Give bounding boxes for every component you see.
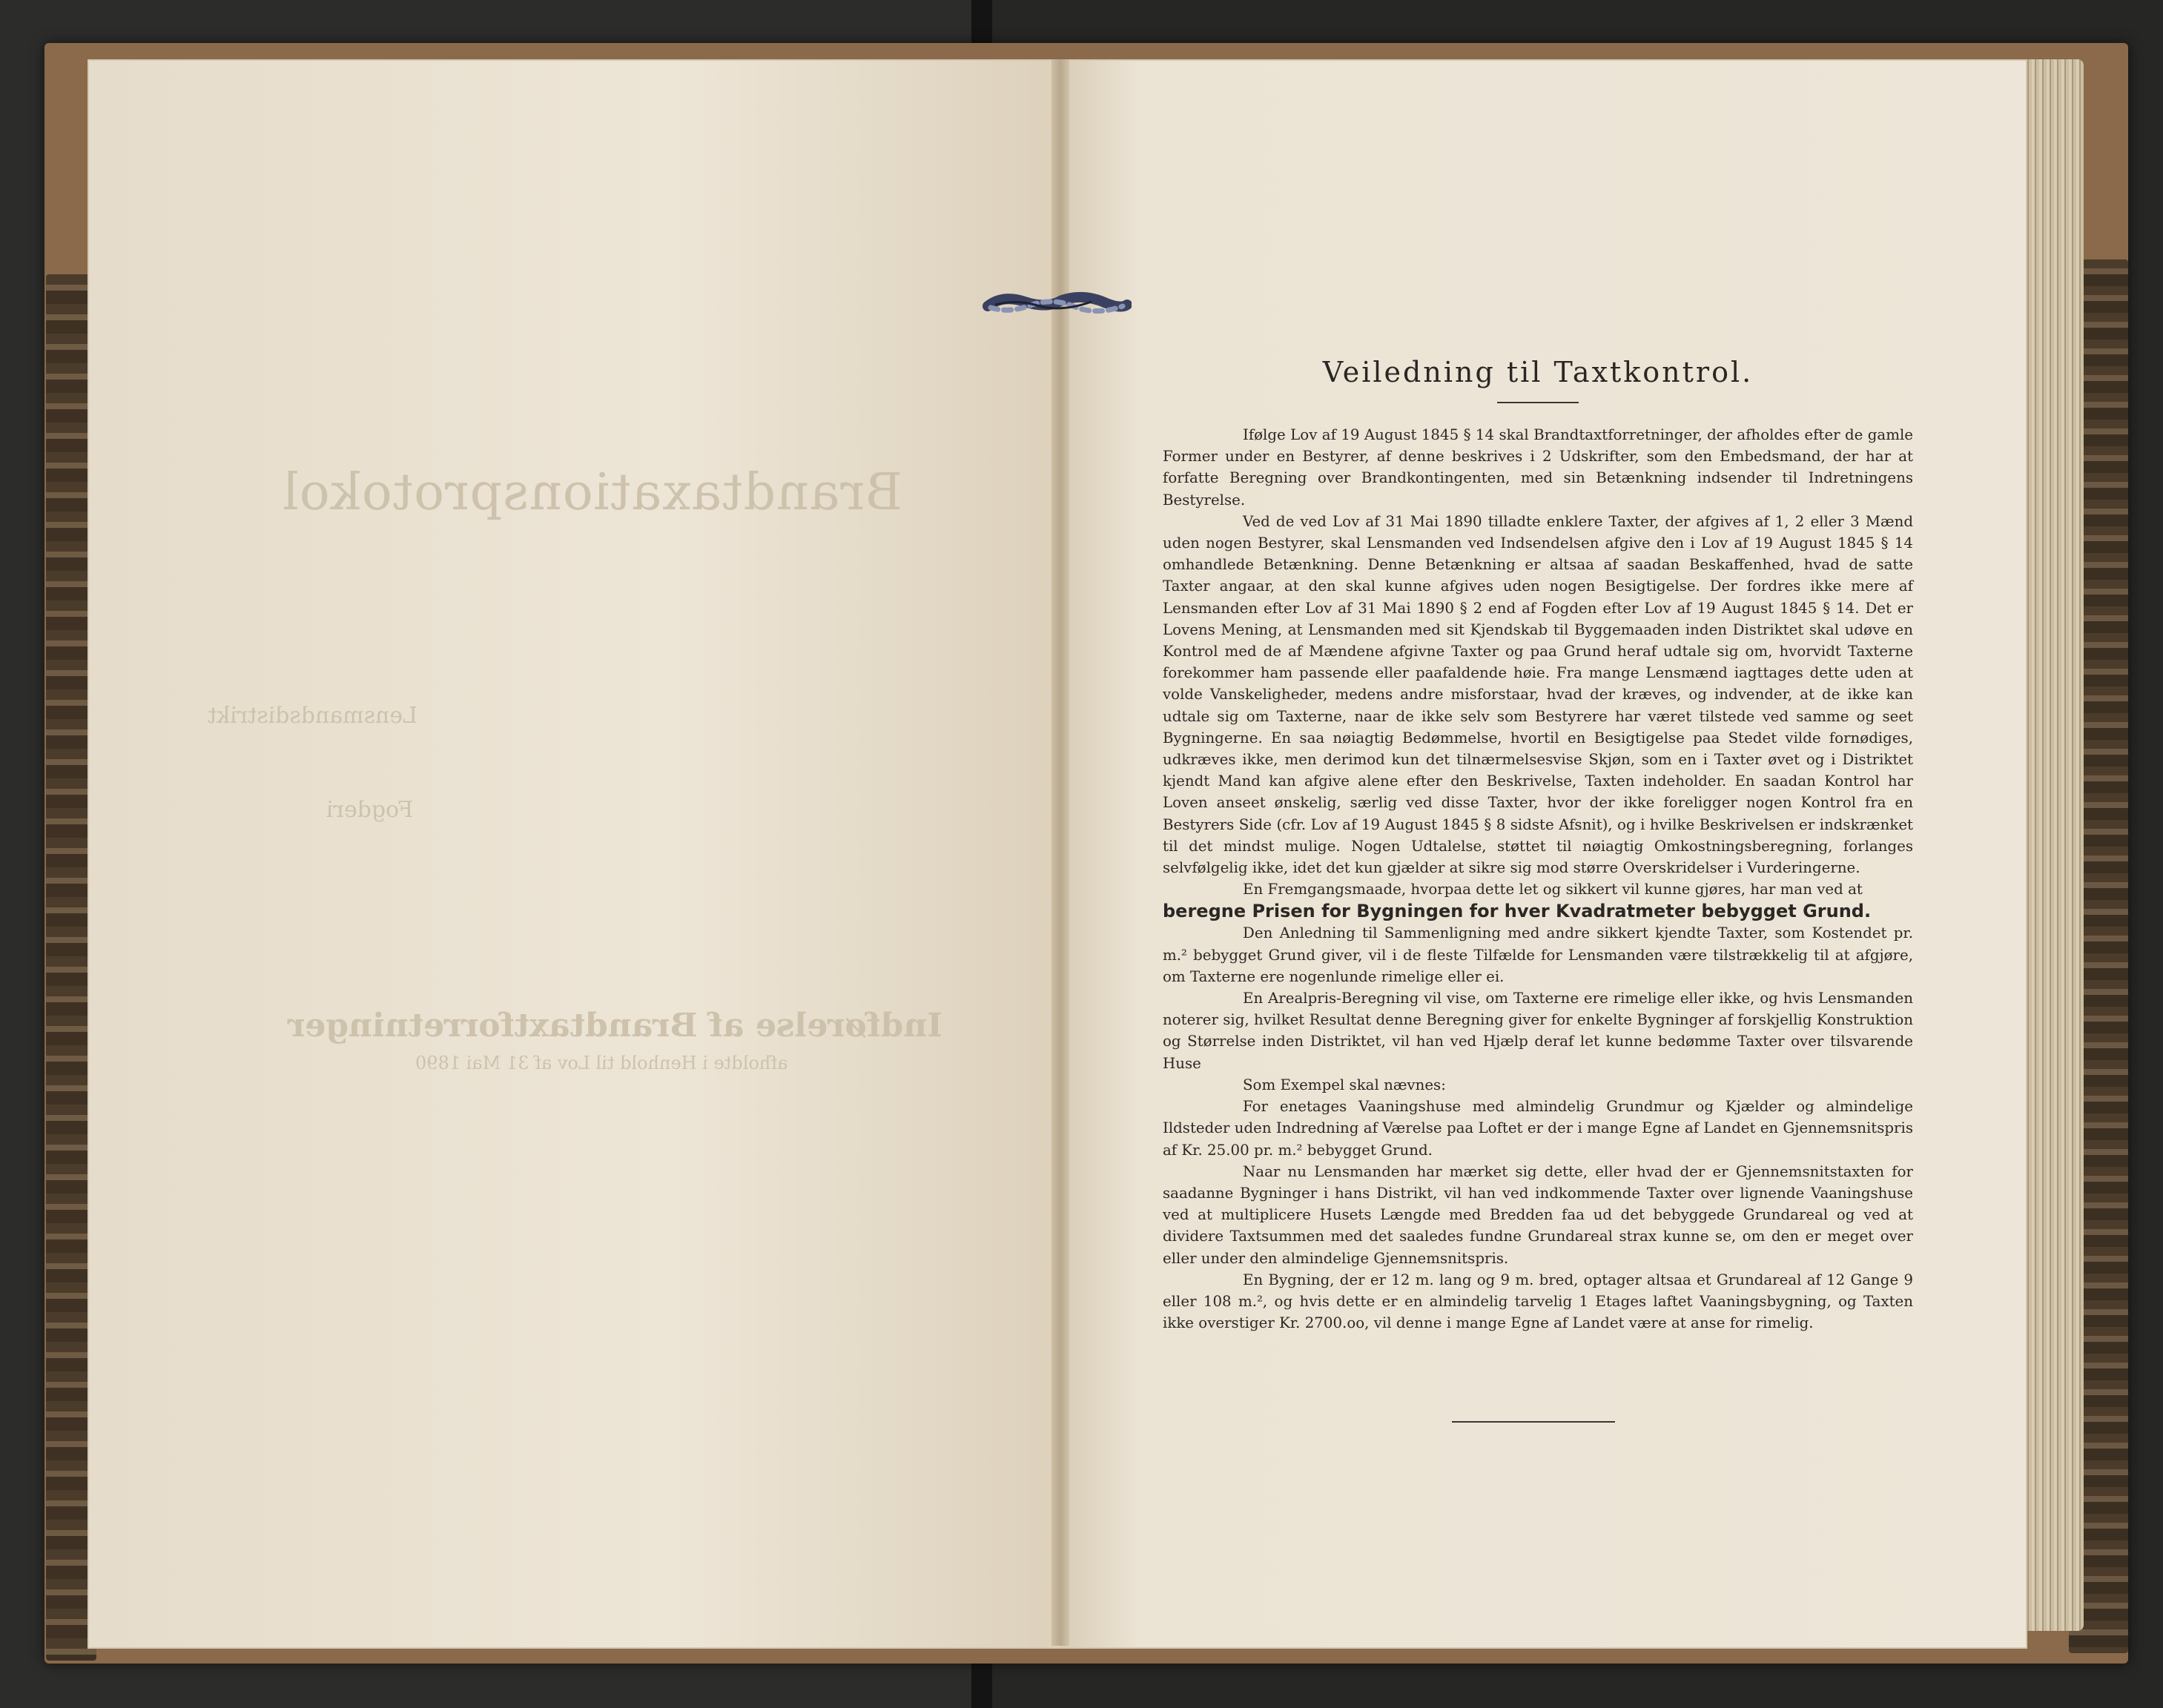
paragraph: Ved de ved Lov af 31 Mai 1890 tilladte enklere Taxter, der afgives af 1, 2 eller 3 Mænd uden nogen Bestyrer, skal Lensmanden ved Indsendelsen afgive den i Lov af 19 August 1845 § 14 omhandlede Betænkning. Denne Betænkning er altsaa af saadan Beskaffenhed, hvad de satte Taxter angaar, at den skal kunne afgives uden nogen Besigtigelse. Der fordres ikke mere af Lensmanden efter Lov af 31 Mai 1890 § 2 end af Fogden efter Lov af 19 August 1845 § 14. Det er Lovens Mening, at Lensmanden med sit Kjendskab til Byggemaaden inden Distriktet skal udøve en Kontrol med de af Mændene afgivne Taxter og paa Grund heraf udtale sig om, hvorvidt Taxterne forekommer ham passende eller paafaldende høie. Fra mange Lensmænd iagttages dette uden at volde Vanskeligheder, medens andre misforstaar, hvad der kræves, og indvender, at de ikke kan udtale sig om Taxterne, naar de ikke selv som Bestyrere har været tilstede ved samme og seet Bygningerne. En saa nøiagtig Bedømmelse, hvortil en Besigtigelse paa Stedet vilde fornødiges, udkræves ikke, men derimod kun det tilnærmelsesvise Skjøn, som en i Taxter øvet og i Distriktet kjendt Mand kan afgive alene efter den Beskrivelse, Taxten indeholder. En saadan Kontrol har Loven anseet ønskelig, særlig ved disse Taxter, hvor der ikke foreligger nogen Kontrol fra en Bestyrers Side (cfr. Lov af 19 August 1845 § 8 sidste Afsnit), og i hvilke Beskrivelsen er indskrænket til det mindst mulige. Nogen Udtalelse, støttet til nøiagtig Omkostningsberegning, forlanges selvfølgelig ikke, idet det kun gjælder at sikre sig mod større Overskridelser i Vurderingerne. — [1163, 512, 1913, 877]
closing-divider — [1452, 1421, 1615, 1423]
bleed-through-line: afholdte i Henhold til Lov af 31 Mai 1890 — [415, 1053, 788, 1073]
paragraph: Naar nu Lensmanden har mærket sig dette, eller hvad der er Gjennemsnitstaxten for saadanne Bygninger i hans Distrikt, vil han ved indkommende Taxter over lignende Vaaningshuse ved at multiplicere Husets Længde med Bredden faa ud det bebyggede Grundareal og ved at dividere Taxtsummen med det saaledes fundne Grundareal strax kunne se, om den er meget over eller under den almindelige Gjennemsnitspris. — [1163, 1162, 1913, 1267]
bleed-through-title: Brandtaxationsprotokol — [282, 463, 902, 522]
bleed-through-line: Lensmandsdistrikt — [208, 703, 418, 729]
page-title: Veiledning til Taxtkontrol. — [1322, 356, 1754, 388]
paragraph: Ifølge Lov af 19 August 1845 § 14 skal Brandtaxtforretninger, der afholdes efter de gamle Former under en Bestyrer, af denne beskrives i 2 Udskrifter, som den Embedsmand, der har at forfatte Beregning over Brandkontingenten, med sin Betænkning indsender til Indretningens Bestyrelse. — [1163, 426, 1913, 509]
emphasized-phrase: beregne Prisen for Bygningen for hver Kvadratmeter bebygget Grund. — [1163, 901, 1872, 922]
bleed-through-heading: Indførelse af Brandtaxtforretninger — [288, 1007, 942, 1045]
bleed-through-line: Fogderi — [326, 797, 414, 823]
paragraph: For enetages Vaaningshuse med almindelig Grundmur og Kjælder og almindelige Ildsteder uden Indredning af Værelse paa Loftet er der i mange Egne af Landet en Gjennemsnitspris af Kr. 25.00 pr. m.² bebygget Grund. — [1163, 1098, 1913, 1159]
paragraph: En Bygning, der er 12 m. lang og 9 m. bred, optager altsaa et Grundareal af 12 Gange 9 eller 108 m.², og hvis dette er en almindelig tarvelig 1 Etages laftet Vaaningsbygning, og Taxten ikke overstiger Kr. 2700.oo, vil denne i mange Egne af Landet være at anse for rimelig. — [1163, 1271, 1913, 1332]
left-page — [87, 59, 1062, 1649]
paragraph: Som Exempel skal nævnes: — [1243, 1076, 1446, 1093]
binding-thread-icon — [980, 291, 1132, 321]
guidance-document — [1163, 356, 1913, 1423]
paragraph: En Arealpris-Beregning vil vise, om Taxterne ere rimelige eller ikke, og hvis Lensmanden noterer sig, hvilket Resultat denne Beregning giver for enkelte Bygninger af forskjellig Konstruktion og Størrelse inden Distriktet, vil han ved Hjælp deraf let kunne bedømme Taxter over tilsvarende Huse — [1163, 990, 1913, 1072]
paragraph: En Fremgangsmaade, hvorpaa dette let og sikkert vil kunne gjøres, har man ved at — [1243, 881, 1863, 898]
title-divider — [1497, 402, 1579, 403]
paragraph: Den Anledning til Sammenligning med andre sikkert kjendte Taxter, som Kostendet pr. m.² bebygget Grund giver, vil i de fleste Tilfælde for Lensmanden være tilstrækkelig til at afgjøre, om Taxterne ere nogenlunde rimelige eller ei. — [1163, 924, 1913, 985]
